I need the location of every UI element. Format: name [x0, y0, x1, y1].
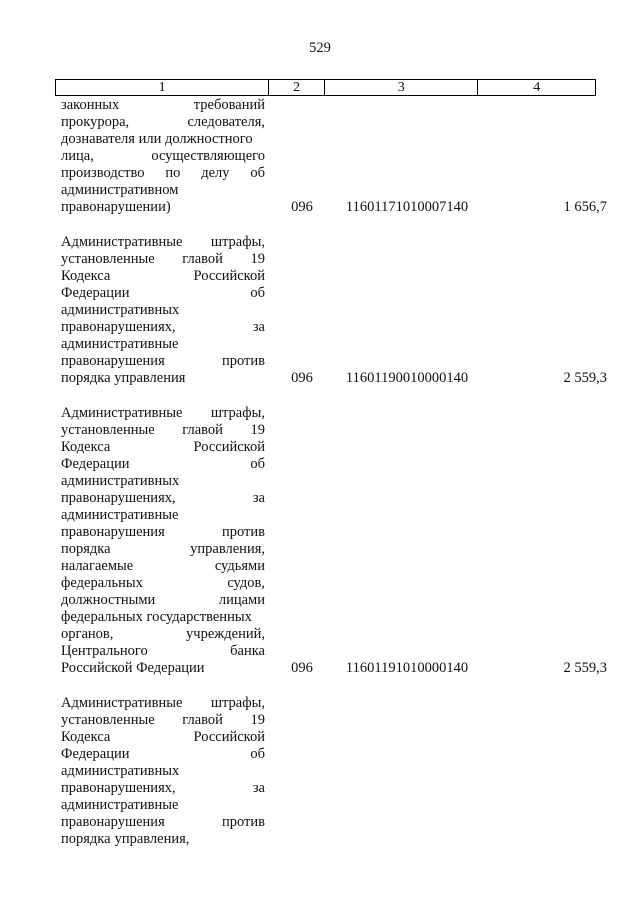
description-line	[61, 302, 265, 319]
row-kbk: 11601190010000140	[345, 370, 469, 386]
description-word: Российской	[193, 268, 265, 284]
description-line	[61, 780, 265, 797]
description-word: за	[252, 780, 265, 796]
header-col-3: 3	[325, 80, 478, 95]
table-row	[0, 97, 640, 216]
row-code: 096	[291, 199, 313, 215]
description-line	[61, 251, 265, 268]
description-line	[61, 473, 265, 490]
description-word: Административные	[61, 234, 183, 250]
table-row	[0, 695, 640, 848]
description-word: Российской	[193, 439, 265, 455]
description-line	[61, 729, 265, 746]
description-word: дознавателя или должностного	[61, 131, 253, 147]
description-word: административных	[61, 473, 180, 489]
row-amount: 1 656,7	[563, 199, 607, 215]
description-word: органов,	[61, 626, 114, 642]
description-word: главой	[182, 251, 223, 267]
row-description	[61, 695, 265, 848]
description-word: Российской Федерации	[61, 660, 205, 676]
description-line	[61, 660, 265, 677]
description-word: Российской	[193, 729, 265, 745]
description-line	[61, 763, 265, 780]
description-line	[61, 148, 265, 165]
description-line	[61, 626, 265, 643]
description-word: Кодекса	[61, 729, 111, 745]
description-word: лицами	[218, 592, 265, 608]
page-number: 529	[309, 40, 331, 56]
description-word: 19	[250, 251, 265, 267]
description-line	[61, 353, 265, 370]
description-word: налагаемые	[61, 558, 134, 574]
description-line	[61, 336, 265, 353]
description-word: Федерации	[61, 456, 130, 472]
description-word: правонарушения	[61, 353, 165, 369]
description-line	[61, 97, 265, 114]
description-word: Центрального	[61, 643, 148, 659]
description-word: об	[250, 746, 265, 762]
description-line	[61, 370, 265, 387]
description-word: делу	[201, 165, 230, 181]
description-word: Административные	[61, 695, 183, 711]
description-word: правонарушениях,	[61, 780, 176, 796]
description-word: порядка	[61, 541, 111, 557]
description-word: административные	[61, 336, 179, 352]
description-line	[61, 541, 265, 558]
description-line	[61, 285, 265, 302]
description-word: судьями	[214, 558, 265, 574]
description-word: установленные	[61, 422, 155, 438]
row-kbk: 11601171010007140	[345, 199, 469, 215]
description-word: штрафы,	[210, 405, 265, 421]
description-word: судов,	[227, 575, 265, 591]
description-word: за	[252, 319, 265, 335]
description-word: 19	[250, 422, 265, 438]
description-line	[61, 131, 265, 148]
table-body	[0, 97, 640, 866]
description-word: лица,	[61, 148, 94, 164]
description-line	[61, 234, 265, 251]
description-line	[61, 182, 265, 199]
description-word: за	[252, 490, 265, 506]
row-code: 096	[291, 370, 313, 386]
description-line	[61, 490, 265, 507]
description-line	[61, 558, 265, 575]
description-line	[61, 199, 265, 216]
description-line	[61, 507, 265, 524]
description-word: 19	[250, 712, 265, 728]
description-line	[61, 643, 265, 660]
description-word: Кодекса	[61, 439, 111, 455]
description-word: требований	[193, 97, 265, 113]
description-line	[61, 575, 265, 592]
description-word: штрафы,	[210, 234, 265, 250]
description-word: об	[250, 165, 265, 181]
description-line	[61, 422, 265, 439]
description-line	[61, 797, 265, 814]
description-word: федеральных государственных	[61, 609, 252, 625]
description-line	[61, 814, 265, 831]
description-line	[61, 609, 265, 626]
description-line	[61, 268, 265, 285]
row-amount: 2 559,3	[563, 660, 607, 676]
description-word: об	[250, 456, 265, 472]
table-row	[0, 234, 640, 387]
description-word: об	[250, 285, 265, 301]
description-word: следователя,	[187, 114, 265, 130]
description-word: правонарушениях,	[61, 490, 176, 506]
description-word: главой	[182, 712, 223, 728]
description-line	[61, 831, 265, 848]
description-word: правонарушениях,	[61, 319, 176, 335]
description-word: против	[221, 814, 265, 830]
description-word: федеральных	[61, 575, 143, 591]
row-description	[61, 234, 265, 387]
description-word: банка	[230, 643, 265, 659]
description-word: административные	[61, 507, 179, 523]
description-word: Кодекса	[61, 268, 111, 284]
description-word: установленные	[61, 712, 155, 728]
row-description	[61, 405, 265, 677]
description-word: законных	[61, 97, 120, 113]
description-word: Федерации	[61, 285, 130, 301]
description-word: по	[165, 165, 181, 181]
description-word: установленные	[61, 251, 155, 267]
description-line	[61, 592, 265, 609]
description-word: против	[221, 353, 265, 369]
description-line	[61, 456, 265, 473]
header-col-2: 2	[269, 80, 325, 95]
description-line	[61, 746, 265, 763]
header-col-1: 1	[56, 80, 269, 95]
row-kbk: 11601191010000140	[345, 660, 469, 676]
description-word: учреждений,	[186, 626, 265, 642]
description-word: административных	[61, 763, 180, 779]
header-col-4: 4	[533, 80, 541, 95]
description-word: порядка управления	[61, 370, 186, 386]
description-word: порядка	[61, 831, 111, 847]
row-code: 096	[291, 660, 313, 676]
description-line	[61, 319, 265, 336]
description-line	[61, 695, 265, 712]
description-word: управления,	[190, 541, 265, 557]
description-word: административном	[61, 182, 179, 198]
table-row	[0, 405, 640, 677]
description-line	[61, 114, 265, 131]
description-word: главой	[182, 422, 223, 438]
description-line	[61, 439, 265, 456]
description-word: должностными	[61, 592, 156, 608]
row-amount: 2 559,3	[563, 370, 607, 386]
description-word: Административные	[61, 405, 183, 421]
description-line	[61, 712, 265, 729]
description-word: осуществляющего	[151, 148, 265, 164]
description-word: правонарушения	[61, 814, 165, 830]
row-description	[61, 97, 265, 216]
table-header	[55, 79, 596, 96]
description-line	[61, 405, 265, 422]
description-word: управления,	[114, 831, 190, 847]
description-word: административные	[61, 797, 179, 813]
description-word: правонарушении)	[61, 199, 171, 215]
description-word: административных	[61, 302, 180, 318]
description-word: производство	[61, 165, 145, 181]
description-word: против	[221, 524, 265, 540]
description-word: правонарушения	[61, 524, 165, 540]
description-line	[61, 165, 265, 182]
description-word: штрафы,	[210, 695, 265, 711]
description-word: Федерации	[61, 746, 130, 762]
description-line	[61, 524, 265, 541]
description-word: прокурора,	[61, 114, 130, 130]
